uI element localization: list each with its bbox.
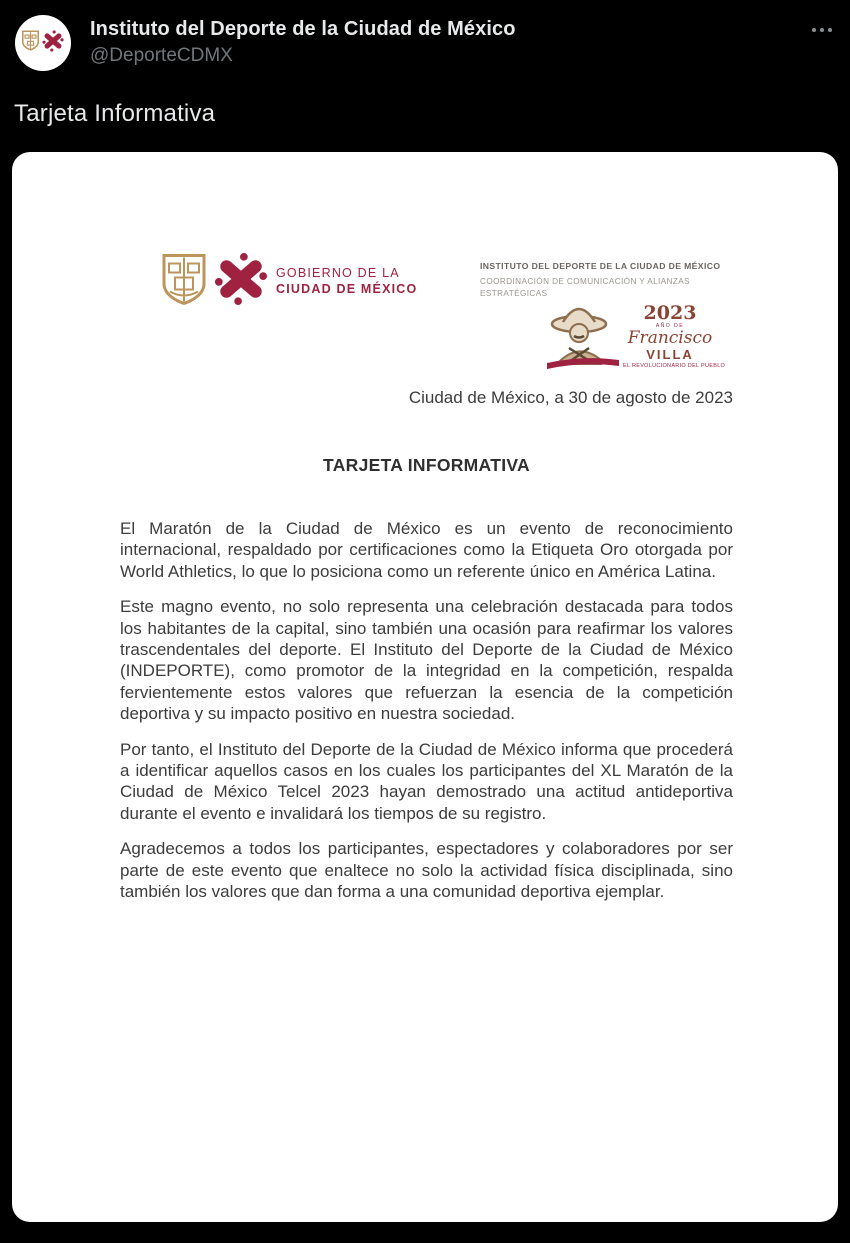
author-name[interactable]: Instituto del Deporte de la Ciudad de México [90, 18, 516, 40]
francisco-villa-wordmark [623, 302, 726, 370]
francisco-villa-2023-logo [545, 300, 726, 372]
gobierno-cdmx-wordmark: GOBIERNO DE LA CIUDAD DE MÉXICO [276, 265, 418, 296]
gobierno-cdmx-logo [162, 252, 417, 311]
document-date: Ciudad de México, a 30 de agosto de 2023 [408, 388, 733, 407]
paragraph-3: Por tanto, el Instituto del Deporte de la Ciudad de México informa que procederá a identificar aquellos casos en los cuales los participantes del XL Maratón de la Ciudad de México Telcel 2023 hayan demostrado una actitud antideportiva durante el evento e invalidará los tiempos de su registro. [120, 739, 733, 823]
institute-letterhead [480, 261, 740, 301]
paragraph-2: Este magno evento, no solo representa una celebración destacada para todos los habitantes de la capital, sino también una ocasión para reafirmar los valores trascendentales del deporte. El Instituto del Deporte de la Ciudad de México (INDEPORTE), como promotor de la integridad en la competición, respalda fervientemente estos valores que refuerzan la esencia de la competición deportiva y su impacto positivo en nuestra sociedad. [120, 597, 733, 724]
villa-last-name: VILLA [646, 347, 694, 362]
tweet-image-attachment[interactable] [12, 152, 838, 1222]
profile-avatar[interactable] [15, 15, 71, 71]
paragraph-4: Agradecemos a todos los participantes, espectadores y colaboradores por ser parte de este evento que enaltece no solo la actividad física disciplinada, sino también los valores que dan forma a una comunidad deportiva ejemplar. [120, 839, 733, 902]
document-body [120, 518, 733, 917]
villa-year: 2023 [643, 302, 697, 324]
coordination-line-1: COORDINACIÓN DE COMUNICACIÓN Y ALIANZAS [480, 277, 691, 286]
cdmx-x-icon [42, 30, 64, 57]
author-handle[interactable]: @DeporteCDMX [90, 45, 233, 66]
more-dots-icon [812, 28, 816, 32]
cdmx-shield-icon [162, 253, 206, 311]
villa-prefix: AÑO DE [655, 323, 685, 329]
tarjeta-informativa-document [12, 152, 838, 1222]
paragraph-1: El Maratón de la Ciudad de México es un evento de reconocimiento internacional, respaldado por certificaciones como la Etiqueta Oro otorgada por World Athletics, lo que lo posiciona como un referente único en América Latina. [120, 519, 733, 581]
cdmx-x-icon [214, 252, 268, 311]
francisco-villa-portrait-icon [545, 300, 621, 377]
coordination-line-2: ESTRATÉGICAS [480, 289, 548, 299]
document-title: TARJETA INFORMATIVA [323, 455, 530, 475]
villa-first-name: Francisco [627, 328, 713, 348]
villa-slogan: EL REVOLUCIONARIO DEL PUEBLO [623, 363, 726, 369]
tweet-text: Tarjeta Informativa [14, 100, 216, 127]
institute-name: INSTITUTO DEL DEPORTE DE LA CIUDAD DE MÉXICO [480, 261, 721, 271]
more-options-button[interactable] [808, 24, 836, 36]
cdmx-shield-icon [22, 30, 39, 56]
